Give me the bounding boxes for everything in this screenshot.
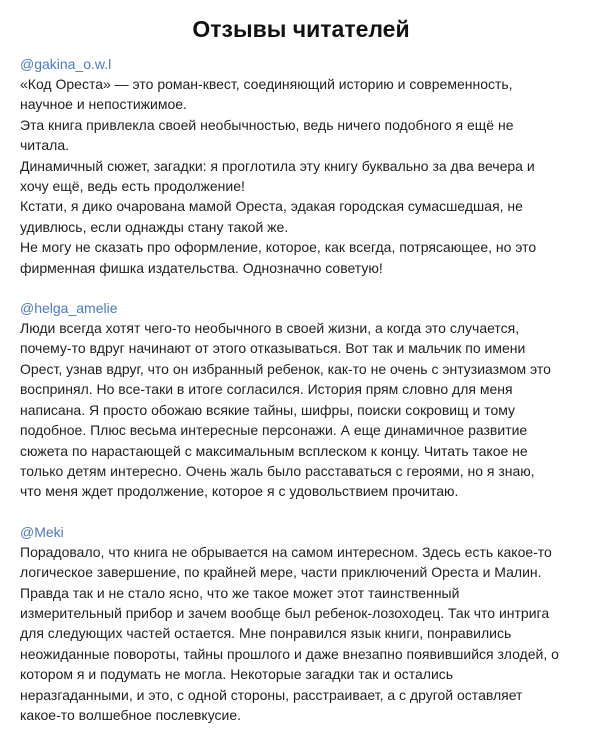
review-1 bbox=[20, 54, 582, 278]
review-text-line: неожиданные повороты, тайны прошлого и даже внезапно появившийся злодей, о bbox=[20, 645, 559, 662]
review-text-line: фирменная фишка издательства. Однозначно советую! bbox=[20, 259, 383, 276]
review-text-line: Кстати, я дико очарована мамой Ореста, эдакая городская сумасшедшая, не bbox=[20, 198, 523, 215]
review-author: @helga_amelie bbox=[20, 300, 118, 317]
review-text-line: Порадовало, что книга не обрывается на самом интересном. Здесь есть какое-то bbox=[20, 543, 552, 560]
review-text-line: Не могу не сказать про оформление, которое, как всегда, потрясающее, но это bbox=[20, 239, 537, 256]
page-title: Отзывы читателей bbox=[192, 16, 410, 42]
review-text-line: Орест, узнав вдруг, что он избранный ребенок, как-то не очень с энтузиазмом это bbox=[20, 360, 551, 377]
review-text-line: для следующих частей остается. Мне понравился язык книги, понравились bbox=[20, 625, 512, 642]
review-text-line: написана. Я просто обожаю всякие тайны, шифры, поиски сокровищ и тому bbox=[20, 401, 516, 418]
review-text-line: что меня ждет продолжение, которое я с удовольствием прочитаю. bbox=[20, 483, 459, 500]
review-text-line: читала. bbox=[20, 137, 69, 154]
review-text-line: сюжета по нарастающей с максимальным всплеском к концу. Читать такое не bbox=[20, 442, 528, 459]
review-text-line: Правда так и не стало ясно, что же такое может этот таинственный bbox=[20, 584, 460, 601]
review-text-line: Люди всегда хотят чего-то необычного в своей жизни, а когда это случается, bbox=[20, 320, 520, 337]
review-text-line: воспринял. Но все-таки в итоге согласился. История прям словно для меня bbox=[20, 381, 513, 398]
review-text-line: хочу ещё, ведь есть продолжение! bbox=[20, 178, 245, 195]
review-text-line: только детям интересно. Очень жаль было расставаться с героями, но я знаю, bbox=[20, 462, 535, 479]
review-author: @gakina_o.w.l bbox=[20, 56, 112, 72]
review-text-line: почему-то вдруг начинают от этого отказываться. Вот так и мальчик по имени bbox=[20, 340, 526, 357]
review-text-line: неразгаданными, и это, с одной стороны, расстраивает, а с другой оставляет bbox=[20, 686, 523, 703]
review-text-line: подобное. Плюс весьма интересные персонажи. А еще динамичное развитие bbox=[20, 422, 528, 439]
review-2 bbox=[20, 298, 582, 502]
review-text-line: измерительный прибор и зачем вообще был ребенок-лозоходец. Так что интрига bbox=[20, 604, 550, 621]
review-text-line: Эта книга привлекла своей необычностью, ведь ничего подобного я ещё не bbox=[20, 116, 514, 133]
review-author: @Meki bbox=[20, 523, 64, 540]
review-text-line: научное и непостижимое. bbox=[20, 96, 187, 113]
review-text-line: удивлюсь, если однажды стану такой же. bbox=[20, 218, 289, 235]
review-text-line: логическое завершение, по крайней мере, части приключений Ореста и Малин. bbox=[20, 564, 542, 581]
review-text-line: «Код Ореста» — это роман-квест, соединяющий историю и современность, bbox=[20, 76, 513, 92]
review-text-line: какое-то волшебное послевкусие. bbox=[20, 706, 242, 723]
review-text-line: Динамичный сюжет, загадки: я проглотила эту книгу буквально за два вечера и bbox=[20, 157, 535, 174]
review-text-line: котором я и подумать не могла. Некоторые загадки так и остались bbox=[20, 666, 454, 683]
review-3 bbox=[20, 522, 582, 726]
